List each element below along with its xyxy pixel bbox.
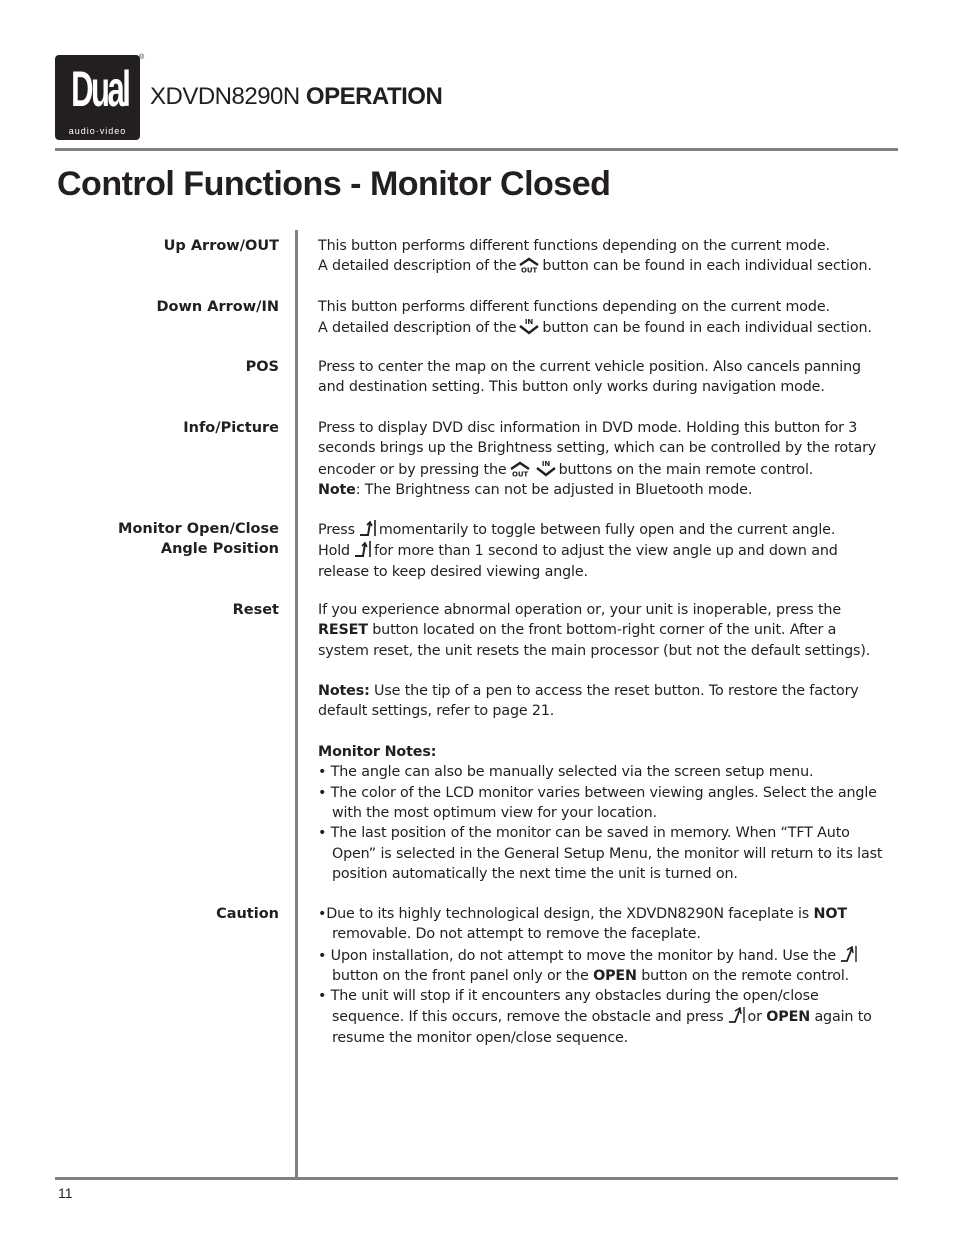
column-divider <box>295 230 298 1178</box>
monitor-note-bullet3b: Open” is selected in the General Setup Menu, the monitor will return to its last <box>332 845 883 862</box>
monitor-note-bullet3c: position automatically the next time the unit is turned on. <box>332 865 738 882</box>
monitor-angle-icon <box>357 519 377 537</box>
up-arrow-line2-b: button can be found in each individual section. <box>542 258 872 275</box>
up-arrow-line1: This button performs different functions depending on the current mode. <box>318 238 830 254</box>
pos-line2: and destination setting. This button only works during navigation mode. <box>318 379 825 396</box>
caution-open-keyword: OPEN <box>593 967 637 984</box>
down-arrow-line1: This button performs different functions depending on the current mode. <box>318 299 830 315</box>
out-up-arrow-icon <box>509 461 531 477</box>
label-caution: Caution <box>216 906 279 922</box>
monitor-line2 <box>318 540 900 561</box>
text-down-arrow <box>318 297 900 339</box>
monitor-open-icon <box>838 945 858 963</box>
page-number: 11 <box>58 1185 73 1201</box>
caution-b3-again: again to <box>810 1009 872 1026</box>
info-note <box>318 480 900 500</box>
caution-bullet3b <box>318 1006 900 1027</box>
info-note-label: Note <box>318 481 356 498</box>
in-down-arrow-icon <box>535 459 557 477</box>
caution-bullet1a <box>318 904 900 924</box>
registered-mark: ® <box>139 54 145 61</box>
caution-not-keyword: NOT <box>813 906 847 922</box>
text-info-picture <box>318 418 900 500</box>
info-line3-b: buttons on the main remote control. <box>558 461 814 478</box>
monitor-note-bullet3a: • The last position of the monitor can be saved in memory. When “TFT Auto <box>318 825 850 842</box>
logo-wordmark: Dual <box>71 61 129 117</box>
text-monitor-open-close <box>318 519 900 582</box>
reset-notes-text: Use the tip of a pen to access the reset button. To restore the factory <box>369 683 859 700</box>
label-info-picture: Info/Picture <box>183 420 279 436</box>
monitor-open-icon <box>726 1006 746 1024</box>
reset-line2-b: button located on the front bottom-right corner of the unit. After a <box>367 622 837 639</box>
monitor-line2-a: Hold <box>318 543 350 560</box>
svg-text:OUT: OUT <box>521 266 538 274</box>
down-arrow-line2-b: button can be found in each individual section. <box>542 320 872 337</box>
reset-notes-line2: default settings, refer to page 21. <box>318 703 555 720</box>
info-line2: seconds brings up the Brightness setting, which can be controlled by the rotary <box>318 440 877 457</box>
caution-bullet2a <box>318 945 900 966</box>
monitor-line3: release to keep desired viewing angle. <box>318 563 588 580</box>
header-title <box>150 82 442 112</box>
monitor-notes-label: Monitor Notes: <box>318 744 437 761</box>
monitor-line1 <box>318 519 900 540</box>
caution-open-keyword-2: OPEN <box>766 1009 811 1026</box>
reset-notes-line1 <box>318 681 900 701</box>
caution-b2-text2: button on the front panel only or the <box>332 967 594 984</box>
monitor-note-bullet2a: • The color of the LCD monitor varies between viewing angles. Select the angle <box>318 784 877 801</box>
label-pos: POS <box>245 359 279 375</box>
label-monitor-open-close <box>39 519 279 560</box>
caution-bullet3c: resume the monitor open/close sequence. <box>332 1029 629 1046</box>
label-down-arrow: Down Arrow/IN <box>156 299 279 315</box>
caution-b3-text: sequence. If this occurs, remove the obstacle and press <box>332 1009 724 1026</box>
text-caution <box>318 904 900 1048</box>
monitor-note-bullet2b: with the most optimum view for your location. <box>332 804 657 821</box>
pos-line1: Press to center the map on the current vehicle position. Also cancels panning <box>318 359 861 375</box>
reset-line1: If you experience abnormal operation or, your unit is inoperable, press the <box>318 602 841 618</box>
text-pos <box>318 357 900 398</box>
svg-text:IN: IN <box>525 318 534 327</box>
reset-line3: system reset, the unit resets the main processor (but not the default settings). <box>318 642 871 659</box>
out-up-arrow-icon <box>518 257 540 273</box>
down-arrow-line2 <box>318 317 900 338</box>
page-title: Control Functions - Monitor Closed <box>57 165 611 203</box>
in-down-arrow-icon <box>518 317 540 335</box>
info-note-text: : The Brightness can not be adjusted in Bluetooth mode. <box>355 481 753 498</box>
text-up-arrow <box>318 236 900 277</box>
caution-b3-or: or <box>747 1009 767 1026</box>
up-arrow-line2-a: A detailed description of the <box>318 258 517 275</box>
caution-bullet2b <box>318 966 900 986</box>
caution-bullet3a: • The unit will stop if it encounters any obstacles during the open/close <box>318 988 819 1005</box>
monitor-label-line1: Monitor Open/Close <box>118 521 279 537</box>
monitor-line2-b: for more than 1 second to adjust the view angle up and down and <box>373 543 838 560</box>
svg-text:OUT: OUT <box>511 470 528 477</box>
label-up-arrow: Up Arrow/OUT <box>163 238 279 254</box>
monitor-line1-b: momentarily to toggle between fully open and the current angle. <box>378 522 836 538</box>
top-rule <box>55 148 898 151</box>
svg-text:IN: IN <box>541 459 550 468</box>
operation-label: OPERATION <box>305 83 443 110</box>
bottom-rule <box>55 1177 898 1180</box>
caution-b1-text: •Due to its highly technological design, the XDVDN8290N faceplate is <box>318 906 814 922</box>
info-line3-a: encoder or by pressing the <box>318 461 507 478</box>
text-reset <box>318 600 900 884</box>
reset-line2 <box>318 620 900 640</box>
dual-logo <box>55 55 140 140</box>
reset-notes-label: Notes: <box>318 683 370 700</box>
up-arrow-line2 <box>318 256 900 276</box>
caution-bullet1b: removable. Do not attempt to remove the faceplate. <box>332 926 701 943</box>
caution-b2-text3: button on the remote control. <box>636 967 850 984</box>
monitor-angle-icon <box>352 540 372 558</box>
label-reset: Reset <box>232 602 279 618</box>
monitor-note-bullet1: • The angle can also be manually selected via the screen setup menu. <box>318 764 814 781</box>
model-name: XDVDN8290N <box>150 83 300 110</box>
info-line1: Press to display DVD disc information in DVD mode. Holding this button for 3 <box>318 420 858 436</box>
monitor-line1-a: Press <box>318 522 355 538</box>
reset-keyword: RESET <box>318 622 368 639</box>
monitor-label-line2: Angle Position <box>160 541 279 558</box>
down-arrow-line2-a: A detailed description of the <box>318 320 517 337</box>
info-line3 <box>318 459 900 480</box>
logo-tagline: audio·video <box>68 126 127 136</box>
caution-b2-text: • Upon installation, do not attempt to move the monitor by hand. Use the <box>318 947 837 964</box>
